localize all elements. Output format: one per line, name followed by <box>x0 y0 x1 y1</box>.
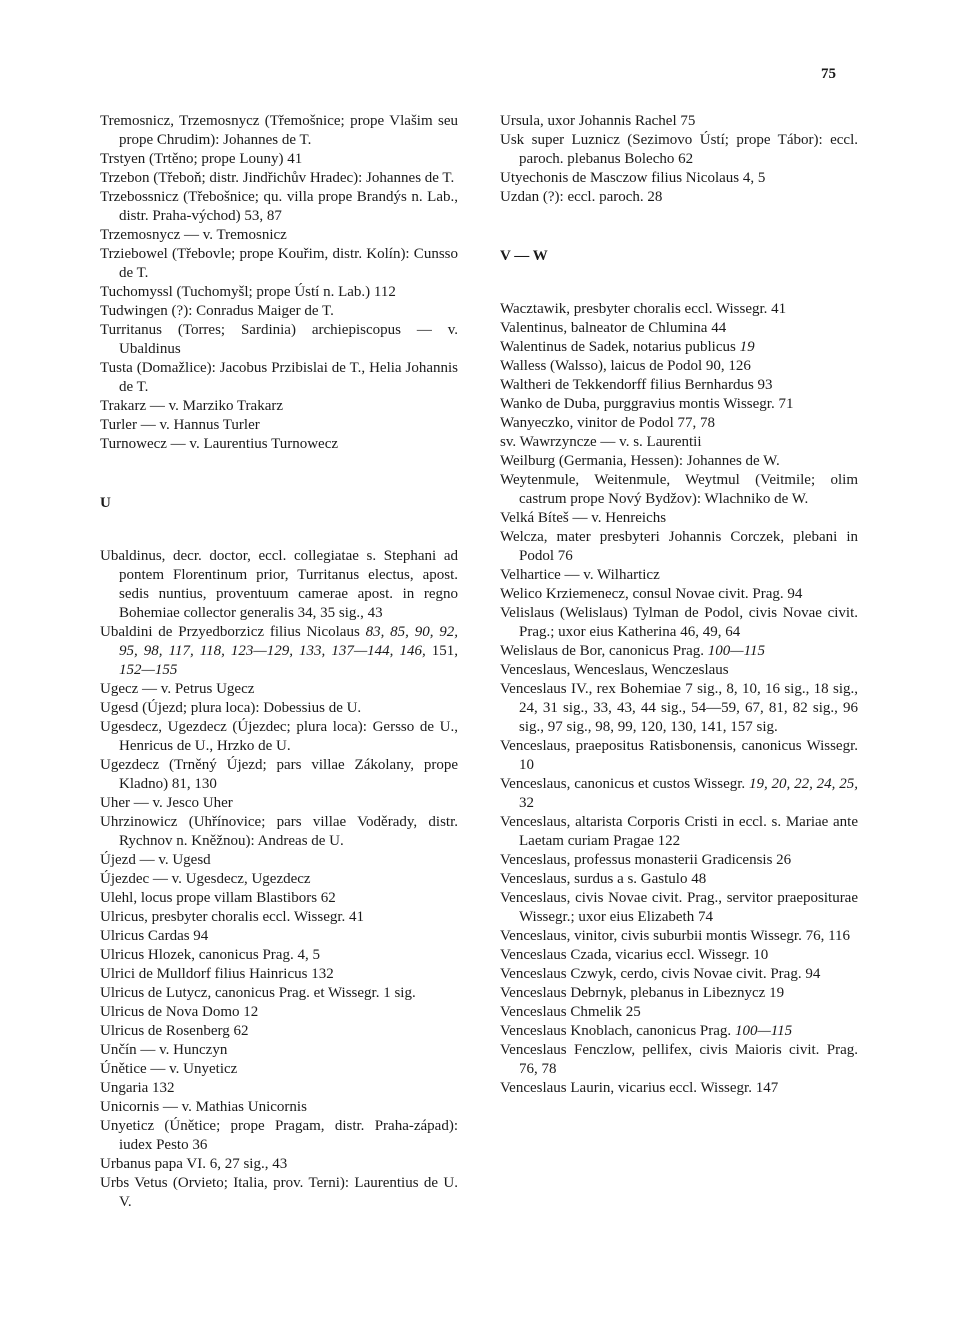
entry-text: Uzdan (?): eccl. paroch. 28 <box>500 189 663 205</box>
entry-italic-pages: 19 <box>735 339 755 355</box>
entry-text: Trstyen (Trtěno; prope Louny) 41 <box>100 151 303 167</box>
entry-text: Venceslaus Knoblach, canonicus Prag. <box>500 1023 732 1039</box>
index-entry <box>100 718 458 756</box>
entry-text: Velislaus (Welislaus) Tylman de Podol, civis Novae civit. Prag.; uxor eius Katherina 46, 49, 64 <box>500 605 858 640</box>
entry-text: Tusta (Domažlice): Jacobus Przibislai de T., Helia Johannis de T. <box>100 360 458 395</box>
entry-text: Uher — v. Jesco Uher <box>100 795 233 811</box>
entry-text: Venceslaus, civis Novae civit. Prag., servitor praepositurae Wissegr.; uxor eius Elizabeth 74 <box>500 890 858 925</box>
entry-text: Ulehl, locus prope villam Blastibors 62 <box>100 890 336 906</box>
entry-text: Ursula, uxor Johannis Rachel 75 <box>500 113 696 129</box>
index-entry <box>100 1022 458 1041</box>
entry-text: Velká Bíteš — v. Henreichs <box>500 510 667 526</box>
entry-text: Uhrzinowicz (Uhřínovice; pars villae Voděrady, distr. Rychnov n. Kněžnou): Andreas de U. <box>100 814 458 849</box>
index-entry <box>500 737 858 775</box>
index-entry <box>500 946 858 965</box>
entry-text: Velhartice — v. Wilharticz <box>500 567 660 583</box>
entry-text: Trzemosnycz — v. Tremosnicz <box>100 227 287 243</box>
index-entry <box>500 395 858 414</box>
entry-text: Venceslaus Laurin, vicarius eccl. Wissegr. 147 <box>500 1080 779 1096</box>
index-entry <box>500 131 858 169</box>
entry-text: Unyeticz (Únětice; prope Pragam, distr. Praha-západ): iudex Pesto 36 <box>100 1118 458 1153</box>
index-entry <box>500 851 858 870</box>
index-entry <box>500 169 858 188</box>
index-entry <box>100 1003 458 1022</box>
index-entry <box>100 302 458 321</box>
entry-text: Venceslaus Czwyk, cerdo, civis Novae civit. Prag. 94 <box>500 966 821 982</box>
index-entry <box>500 984 858 1003</box>
index-entry <box>100 1098 458 1117</box>
index-entry <box>500 1022 858 1041</box>
entry-italic-pages: 19, 20, 22, 24, 25, <box>745 776 859 792</box>
entry-text: Wanko de Duba, purggravius montis Wissegr. 71 <box>500 396 794 412</box>
index-entry <box>100 150 458 169</box>
entry-text: Venceslaus, vinitor, civis suburbii montis Wissegr. 76, 116 <box>500 928 851 944</box>
entry-text: Venceslaus IV., rex Bohemiae 7 sig., 8, 10, 16 sig., 18 sig., 24, 31 sig., 33, 43, 44 sig., 54—59, 67, 81, 82 sig., 96 sig., 97 sig., 98, 99, 120, 130, 141, 157 sig. <box>500 681 858 735</box>
index-entry <box>500 376 858 395</box>
entry-italic-pages: 100—115 <box>703 643 765 659</box>
index-entry <box>500 680 858 737</box>
entry-pages: 151, <box>425 643 459 659</box>
index-entry <box>100 1079 458 1098</box>
entry-text: Tudwingen (?): Conradus Maiger de T. <box>100 303 334 319</box>
index-entry <box>100 851 458 870</box>
entry-text: Ulricus, presbyter choralis eccl. Wissegr. 41 <box>100 909 365 925</box>
entry-italic-pages: 152—155 <box>119 662 178 678</box>
entry-text: Venceslaus, Wenceslaus, Wenczeslaus <box>500 662 729 678</box>
index-entry <box>100 359 458 397</box>
entry-text: Trzebon (Třeboň; distr. Jindřichův Hradec): Johannes de T. <box>100 170 455 186</box>
entry-text: Unčín — v. Hunczyn <box>100 1042 228 1058</box>
index-entry <box>100 416 458 435</box>
entry-text: Ulricus de Lutycz, canonicus Prag. et Wissegr. 1 sig. <box>100 985 416 1001</box>
index-entry <box>500 112 858 131</box>
entry-italic-pages: 83, 85, 90, 92, 95, 98, 117, 118, 123—129, 133, 137—144, 146, <box>119 624 458 659</box>
entry-text: Welcza, mater presbyteri Johannis Corczek, plebani in Podol 76 <box>500 529 858 564</box>
entry-text: Unicornis — v. Mathias Unicornis <box>100 1099 307 1115</box>
entry-text: Weilburg (Germania, Hessen): Johannes de W. <box>500 453 780 469</box>
entry-text: Venceslaus Chmelik 25 <box>500 1004 641 1020</box>
entry-text: Venceslaus, professus monasterii Gradicensis 26 <box>500 852 792 868</box>
index-entry <box>100 984 458 1003</box>
index-entry <box>100 1155 458 1174</box>
entry-text: Turritanus (Torres; Sardinia) archiepiscopus — v. Ubaldinus <box>100 322 458 357</box>
entry-text: Tuchomyssl (Tuchomyšl; prope Ústí n. Lab.) 112 <box>100 284 396 300</box>
index-entry <box>100 283 458 302</box>
index-entry <box>500 566 858 585</box>
entry-text: Ugecz — v. Petrus Ugecz <box>100 681 255 697</box>
index-entry <box>500 471 858 509</box>
entry-text: Wacztawik, presbyter choralis eccl. Wissegr. 41 <box>500 301 787 317</box>
index-entry <box>100 756 458 794</box>
entry-text: Venceslaus, surdus a s. Gastulo 48 <box>500 871 707 887</box>
entry-text: Ubaldinus, decr. doctor, eccl. collegiatae s. Stephani ad pontem Florentinum prior, Turritanus electus, apost. sedis nuntius, proventuum camerae apost. in regno Bohemiae collector generalis 34, 35 sig., 43 <box>100 548 458 621</box>
index-entry <box>100 321 458 359</box>
index-entry <box>100 112 458 150</box>
index-entry <box>100 1041 458 1060</box>
entry-text: Újezd — v. Ugesd <box>100 852 211 868</box>
index-entry <box>500 585 858 604</box>
entry-text: Welico Krziemenecz, consul Novae civit. Prag. 94 <box>500 586 803 602</box>
entry-text: Venceslaus, altarista Corporis Cristi in eccl. s. Mariae ante Laetam curiam Pragae 122 <box>500 814 858 849</box>
entry-text: Venceslaus Debrnyk, plebanus in Libeznycz 19 <box>500 985 785 1001</box>
right-column <box>500 112 858 1098</box>
entry-text: Ugesdecz, Ugezdecz (Újezdec; plura loca): Gersso de U., Henricus de U., Hrzko de U. <box>100 719 458 754</box>
index-entry <box>100 680 458 699</box>
entry-text: Venceslaus Czada, vicarius eccl. Wissegr. 10 <box>500 947 769 963</box>
entry-text: Ulricus de Rosenberg 62 <box>100 1023 249 1039</box>
index-entry <box>500 965 858 984</box>
entry-text: Venceslaus Fenczlow, pellifex, civis Maioris civit. Prag. 76, 78 <box>500 1042 858 1077</box>
entry-text: Ulrici de Mulldorf filius Hainricus 132 <box>100 966 334 982</box>
entry-text: Únětice — v. Unyeticz <box>100 1061 238 1077</box>
entry-text: Venceslaus, praepositus Ratisbonensis, canonicus Wissegr. 10 <box>500 738 858 773</box>
entry-text: Walentinus de Sadek, notarius publicus <box>500 339 736 355</box>
entry-text: Trzebossnicz (Třebošnice; qu. villa prope Brandýs n. Lab., distr. Praha-východ) 53, 87 <box>100 189 458 224</box>
entry-text: Turnowecz — v. Laurentius Turnowecz <box>100 436 339 452</box>
index-entry <box>500 338 858 357</box>
index-entry <box>100 623 458 680</box>
index-entry <box>100 946 458 965</box>
index-entry <box>500 889 858 927</box>
index-entry <box>100 397 458 416</box>
index-entry <box>100 547 458 623</box>
index-entry <box>500 528 858 566</box>
entry-text: Venceslaus, canonicus et custos Wissegr. <box>500 776 746 792</box>
entry-text: Urbanus papa VI. 6, 27 sig., 43 <box>100 1156 288 1172</box>
index-entry <box>100 1117 458 1155</box>
index-entry <box>100 226 458 245</box>
index-entry <box>100 169 458 188</box>
section-heading: V — W <box>500 248 548 264</box>
index-entry <box>500 300 858 319</box>
entry-text: Turler — v. Hannus Turler <box>100 417 260 433</box>
entry-text: Ulricus Hlozek, canonicus Prag. 4, 5 <box>100 947 320 963</box>
index-entry <box>500 927 858 946</box>
entry-text: Ulricus de Nova Domo 12 <box>100 1004 259 1020</box>
index-entry <box>500 642 858 661</box>
index-entry <box>500 813 858 851</box>
index-entry <box>100 870 458 889</box>
index-entry <box>100 927 458 946</box>
index-entry <box>500 509 858 528</box>
entry-text: Ubaldini de Przyedborzicz filius Nicolaus <box>100 624 360 640</box>
index-entry <box>500 1003 858 1022</box>
left-column <box>100 112 458 1212</box>
index-entry <box>500 452 858 471</box>
entry-text: Welislaus de Bor, canonicus Prag. <box>500 643 704 659</box>
entry-text: Trakarz — v. Marziko Trakarz <box>100 398 284 414</box>
entry-pages: 32 <box>519 795 534 811</box>
index-entry <box>100 794 458 813</box>
entry-italic-pages: 100—115 <box>731 1023 793 1039</box>
index-entry <box>500 775 858 813</box>
entry-text: Urbs Vetus (Orvieto; Italia, prov. Terni): Laurentius de U. V. <box>100 1175 458 1210</box>
entry-text: Ulricus Cardas 94 <box>100 928 209 944</box>
index-entry <box>500 188 858 207</box>
entry-text: Wanyeczko, vinitor de Podol 77, 78 <box>500 415 716 431</box>
index-entry <box>500 433 858 452</box>
index-entry <box>500 1079 858 1098</box>
page-number: 75 <box>821 66 836 82</box>
entry-text: Ugezdecz (Trněný Újezd; pars villae Zákolany, prope Kladno) 81, 130 <box>100 757 458 792</box>
index-entry <box>500 357 858 376</box>
index-entry <box>500 1041 858 1079</box>
entry-text: Újezdec — v. Ugesdecz, Ugezdecz <box>100 871 311 887</box>
entry-text: Trziebowel (Třebovle; prope Kouřim, distr. Kolín): Cunsso de T. <box>100 246 458 281</box>
entry-text: Valentinus, balneator de Chlumina 44 <box>500 320 727 336</box>
index-entry <box>100 1174 458 1212</box>
index-entry <box>100 188 458 226</box>
entry-text: Weytenmule, Weitenmule, Weytmul (Veitmile; olim castrum prope Nový Bydžov): Wlachniko de W. <box>500 472 858 507</box>
index-entry <box>500 870 858 889</box>
index-entry <box>100 435 458 454</box>
entry-text: Utyechonis de Masczow filius Nicolaus 4, 5 <box>500 170 766 186</box>
index-entry <box>100 1060 458 1079</box>
entry-text: sv. Wawrzyncze — v. s. Laurentii <box>500 434 702 450</box>
entry-text: Walless (Walsso), laicus de Podol 90, 126 <box>500 358 751 374</box>
index-entry <box>100 699 458 718</box>
entry-text: Waltheri de Tekkendorff filius Bernhardus 93 <box>500 377 773 393</box>
entry-text: Tremosnicz, Trzemosnycz (Třemošnice; prope Vlašim seu prope Chrudim): Johannes de T. <box>100 113 458 148</box>
index-entry <box>500 319 858 338</box>
index-entry <box>100 889 458 908</box>
entry-text: Ugesd (Újezd; plura loca): Dobessius de U. <box>100 700 362 716</box>
index-entry <box>100 813 458 851</box>
section-heading: U <box>100 495 111 511</box>
index-entry <box>100 908 458 927</box>
index-entry <box>100 245 458 283</box>
entry-text: Ungaria 132 <box>100 1080 175 1096</box>
entry-text: Usk super Luznicz (Sezimovo Ústí; prope Tábor): eccl. paroch. plebanus Bolecho 62 <box>500 132 858 167</box>
index-entry <box>500 604 858 642</box>
index-entry <box>500 414 858 433</box>
index-entry <box>100 965 458 984</box>
index-entry <box>500 661 858 680</box>
